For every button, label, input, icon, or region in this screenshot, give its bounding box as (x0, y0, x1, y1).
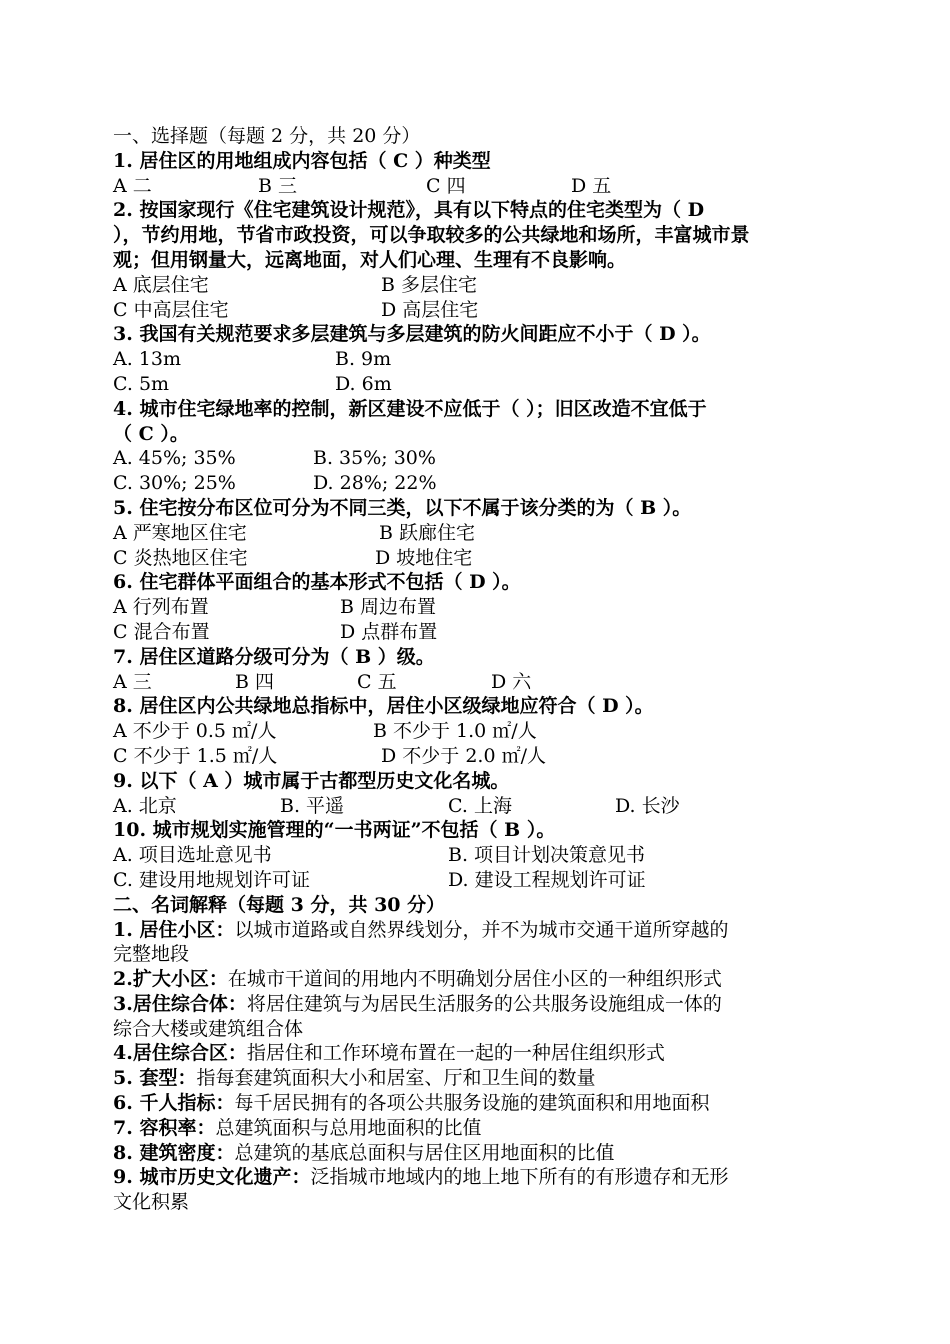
q10-text: 10. 城市规划实施管理的“一书两证”不包括（ B ）。 (113, 819, 556, 842)
term-item (113, 967, 843, 992)
q5-options-row1 (113, 521, 843, 546)
q1-option-c: C 四 (426, 174, 466, 197)
q5-text: 5. 住宅按分布区位可分为不同三类，以下不属于该分类的为（ B ）。 (113, 496, 692, 519)
q9-option-d: D. 长沙 (615, 794, 680, 817)
term-label: 8. 建筑密度： (113, 1141, 235, 1164)
term-label: 1. 居住小区： (113, 918, 235, 941)
q5-option-a: A 严寒地区住宅 (113, 521, 247, 544)
term-label: 3.居住综合体： (113, 992, 247, 1015)
q1-option-b: B 三 (258, 174, 298, 197)
q3-options-row2 (113, 372, 843, 397)
term-item (113, 1041, 843, 1066)
term-label: 4.居住综合区： (113, 1042, 247, 1065)
q1-options (113, 174, 843, 199)
q6-text: 6. 住宅群体平面组合的基本形式不包括（ D ）。 (113, 571, 521, 594)
q10-options-row2 (113, 868, 843, 893)
term-label: 9. 城市历史文化遗产： (113, 1166, 311, 1189)
q8-option-d: D 不少于 2.0 ㎡/人 (381, 744, 546, 767)
q6-option-a: A 行列布置 (113, 596, 209, 619)
q6-option-b: B 周边布置 (340, 596, 437, 619)
q2-option-c: C 中高层住宅 (113, 298, 229, 321)
q10-option-a: A. 项目选址意见书 (113, 844, 272, 867)
q9-option-c: C. 上海 (448, 794, 512, 817)
q8-options-row2 (113, 744, 843, 769)
q1-text: 1. 居住区的用地组成内容包括（ C ）种类型 (113, 149, 491, 172)
q2-line2: ），节约用地，节省市政投资，可以争取较多的公共绿地和场所，丰富城市景 (113, 224, 750, 247)
q3-option-d: D. 6m (335, 372, 392, 395)
term-definition: 指每套建筑面积大小和居室、厅和卫生间的数量 (196, 1067, 596, 1090)
exam-page (113, 124, 843, 1215)
term-definition: 总建筑的基底总面积与居住区用地面积的比值 (234, 1141, 615, 1164)
q3-option-a: A. 13m (113, 348, 181, 371)
q2-option-a: A 底层住宅 (113, 273, 209, 296)
term-item (113, 1141, 843, 1166)
q5-options-row2 (113, 546, 843, 571)
q9-option-a: A. 北京 (113, 794, 177, 817)
q2-option-d: D 高层住宅 (381, 298, 479, 321)
term-definition: 泛指城市地域内的地上地下所有的有形遗存和无形 (310, 1166, 729, 1189)
q2-options-row2 (113, 298, 843, 323)
term-item (113, 918, 843, 943)
q5-option-d: D 坡地住宅 (375, 546, 473, 569)
term-label: 6. 千人指标： (113, 1092, 235, 1115)
q4-line1: 4. 城市住宅绿地率的控制，新区建设不应低于（ ）；旧区改造不宜低于 (113, 397, 707, 420)
q8-option-b: B 不少于 1.0 ㎡/人 (373, 720, 537, 743)
q8-option-c: C 不少于 1.5 ㎡/人 (113, 744, 278, 767)
term-label: 7. 容积率： (113, 1116, 216, 1139)
q4-line2: （ C ）。 (113, 422, 189, 445)
q4-option-c: C. 30%; 25% (113, 472, 236, 495)
q2-line3: 观；但用钢量大，远离地面，对人们心理、生理有不良影响。 (113, 248, 627, 271)
q6-option-d: D 点群布置 (340, 620, 438, 643)
q9-options (113, 794, 843, 819)
q7-option-d: D 六 (491, 670, 532, 693)
term-definition: 总建筑面积与总用地面积的比值 (215, 1116, 482, 1139)
q6-options-row1 (113, 595, 843, 620)
q7-option-b: B 四 (235, 670, 275, 693)
term-definition: 以城市道路或自然界线划分，并不为城市交通干道所穿越的 (234, 918, 729, 941)
term-label: 5. 套型： (113, 1067, 197, 1090)
term-continuation: 文化积累 (113, 1191, 190, 1214)
q4-options-row2 (113, 471, 843, 496)
section2-heading: 二、名词解释（每题 3 分，共 30 分） (113, 893, 446, 916)
q6-options-row2 (113, 620, 843, 645)
section1-heading: 一、选择题（每题 2 分，共 20 分） (113, 125, 421, 147)
q5-option-b: B 跃廊住宅 (379, 521, 476, 544)
q10-option-d: D. 建设工程规划许可证 (448, 868, 646, 891)
q2-option-b: B 多层住宅 (381, 273, 478, 296)
q8-options-row1 (113, 719, 843, 744)
term-item (113, 1116, 843, 1141)
term-item (113, 1091, 843, 1116)
q8-text: 8. 居住区内公共绿地总指标中，居住小区级绿地应符合（ D ）。 (113, 695, 654, 718)
term-item (113, 1066, 843, 1091)
q3-text: 3. 我国有关规范要求多层建筑与多层建筑的防火间距应不小于（ D ）。 (113, 323, 711, 346)
term-item (113, 992, 843, 1017)
q1-option-d: D 五 (571, 174, 612, 197)
term-continuation: 综合大楼或建筑组合体 (113, 1017, 304, 1040)
q5-option-c: C 炎热地区住宅 (113, 546, 248, 569)
q9-text: 9. 以下（ A ）城市属于古都型历史文化名城。 (113, 769, 510, 792)
q7-option-a: A 三 (113, 670, 152, 693)
q8-option-a: A 不少于 0.5 ㎡/人 (113, 720, 277, 743)
term-definition: 每千居民拥有的各项公共服务设施的建筑面积和用地面积 (234, 1092, 710, 1115)
q4-options-row1 (113, 446, 843, 471)
q4-option-b: B. 35%; 30% (313, 447, 436, 470)
q10-options-row1 (113, 843, 843, 868)
term-definition: 将居住建筑与为居民生活服务的公共服务设施组成一体的 (246, 992, 722, 1015)
q7-options (113, 670, 843, 695)
term-label: 2.扩大小区： (113, 968, 228, 991)
q7-option-c: C 五 (357, 670, 397, 693)
q4-option-d: D. 28%; 22% (313, 472, 437, 495)
term-continuation: 完整地段 (113, 943, 190, 966)
q3-option-c: C. 5m (113, 372, 170, 395)
term-definition: 指居住和工作环境布置在一起的一种居住组织形式 (246, 1042, 665, 1065)
q3-option-b: B. 9m (335, 348, 392, 371)
q4-option-a: A. 45%; 35% (113, 447, 236, 470)
q2-options-row1 (113, 273, 843, 298)
q2-line1: 2. 按国家现行《住宅建筑设计规范》，具有以下特点的住宅类型为（ D (113, 199, 705, 222)
q6-option-c: C 混合布置 (113, 620, 210, 643)
term-item (113, 1165, 843, 1190)
q1-option-a: A 二 (113, 174, 152, 197)
q10-option-c: C. 建设用地规划许可证 (113, 868, 310, 891)
q7-text: 7. 居住区道路分级可分为（ B ）级。 (113, 645, 435, 668)
q10-option-b: B. 项目计划决策意见书 (448, 844, 646, 867)
term-definition: 在城市干道间的用地内不明确划分居住小区的一种组织形式 (227, 968, 722, 991)
q3-options-row1 (113, 347, 843, 372)
q9-option-b: B. 平遥 (280, 794, 345, 817)
